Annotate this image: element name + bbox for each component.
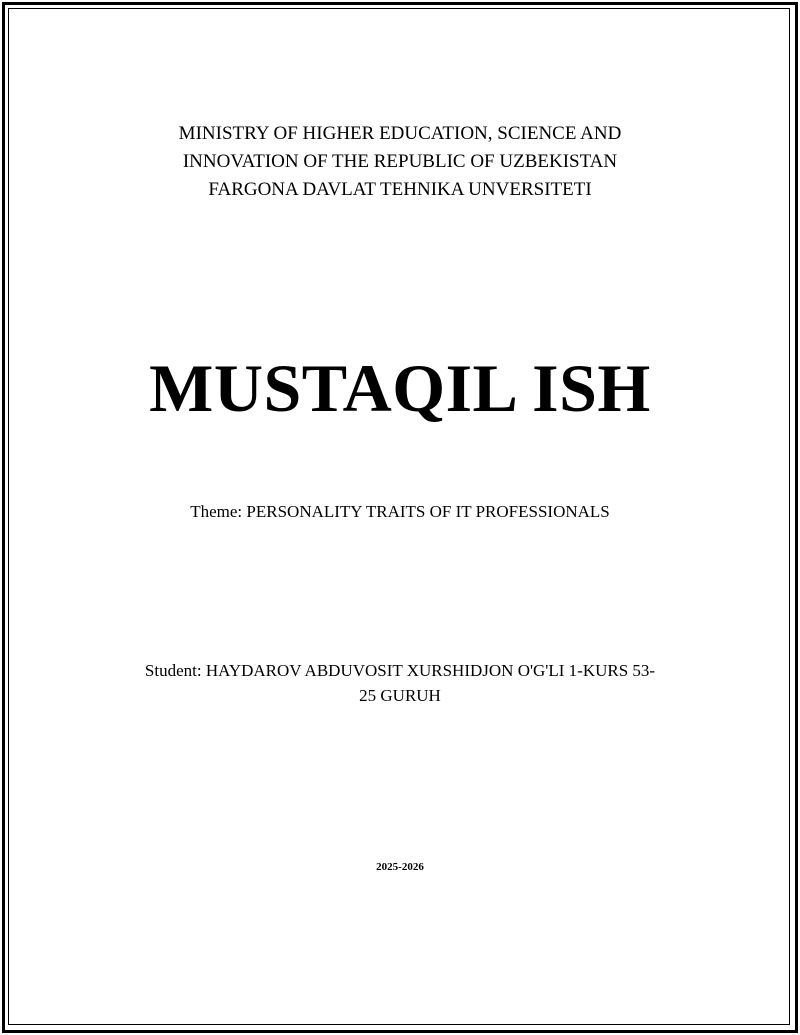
institution-line-2: INNOVATION OF THE REPUBLIC OF UZBEKISTAN: [182, 151, 618, 172]
document-title: MUSTAQIL ISH: [149, 350, 651, 426]
theme-line: Theme: PERSONALITY TRAITS OF IT PROFESSIONALS: [190, 502, 610, 521]
student-info: [118, 658, 682, 708]
institution-header: [0, 120, 800, 204]
student-line-1: Student: HAYDAROV ABDUVOSIT XURSHIDJON O'G'LI 1-KURS 53-: [144, 661, 656, 680]
student-line-2: 25 GURUH: [359, 686, 441, 705]
academic-year: 2025-2026: [376, 861, 424, 873]
institution-line-1: MINISTRY OF HIGHER EDUCATION, SCIENCE AND: [178, 123, 622, 144]
institution-line-3: FARGONA DAVLAT TEHNIKA UNVERSITETI: [208, 179, 592, 200]
